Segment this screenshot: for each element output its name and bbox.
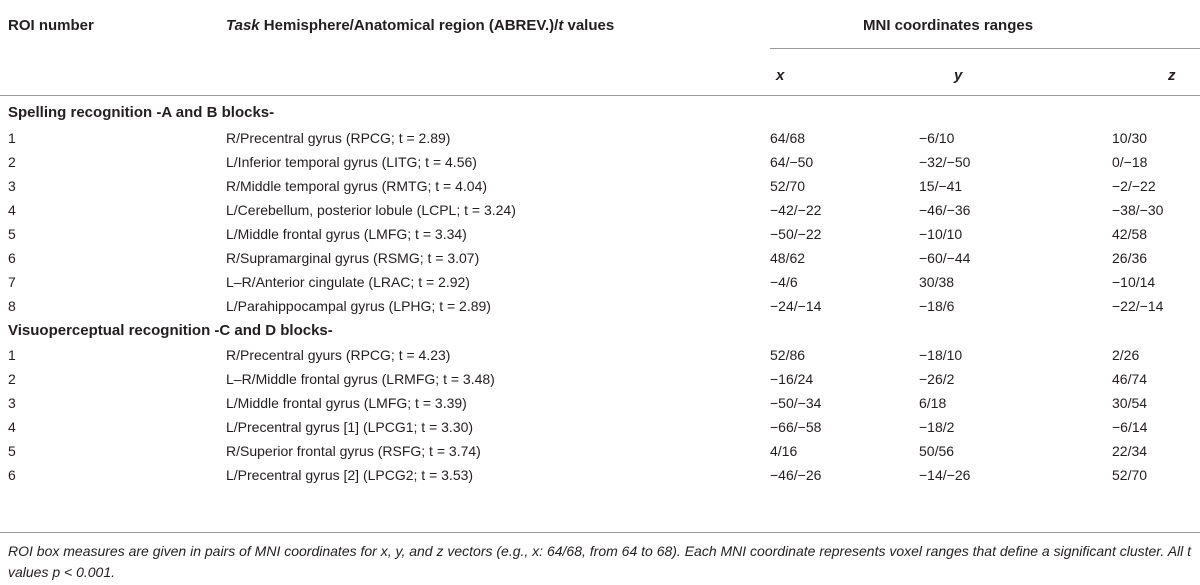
cell-roi-number: 2 xyxy=(8,371,16,387)
cell-z: 42/58 xyxy=(1112,226,1148,242)
cell-y: −14/−26 xyxy=(919,467,971,483)
header-region-label: Hemisphere/Anatomical region (ABREV.)/ xyxy=(259,17,559,34)
cell-z: 10/30 xyxy=(1112,130,1148,146)
cell-roi-number: 6 xyxy=(8,250,16,266)
cell-region: L/Precentral gyrus [1] (LPCG1; t = 3.30) xyxy=(226,419,474,435)
cell-x: −16/24 xyxy=(770,371,814,387)
section-title: Spelling recognition -A and B blocks- xyxy=(8,104,275,121)
header-region xyxy=(226,17,614,35)
cell-x: −50/−34 xyxy=(770,395,822,411)
cell-region: L/Inferior temporal gyrus (LITG; t = 4.56) xyxy=(226,154,477,170)
cell-z: 30/54 xyxy=(1112,395,1148,411)
header-mni-rule xyxy=(770,48,1200,49)
table-row xyxy=(0,391,1200,415)
header-roi-number: ROI number xyxy=(8,17,94,34)
cell-roi-number: 3 xyxy=(8,395,16,411)
cell-z: −10/14 xyxy=(1112,274,1156,290)
table-row xyxy=(0,126,1200,150)
table-row xyxy=(0,343,1200,367)
header-bottom-rule xyxy=(0,95,1200,96)
cell-roi-number: 5 xyxy=(8,443,16,459)
cell-x: 64/−50 xyxy=(770,154,814,170)
cell-y: 50/56 xyxy=(919,443,955,459)
table-row xyxy=(0,246,1200,270)
cell-y: −32/−50 xyxy=(919,154,971,170)
cell-region: R/Supramarginal gyrus (RSMG; t = 3.07) xyxy=(226,250,480,266)
cell-roi-number: 5 xyxy=(8,226,16,242)
table-row xyxy=(0,367,1200,391)
cell-region: L/Middle frontal gyrus (LMFG; t = 3.39) xyxy=(226,395,467,411)
header-mni-ranges: MNI coordinates ranges xyxy=(863,17,1034,34)
cell-region: R/Precentral gyurs (RPCG; t = 4.23) xyxy=(226,347,451,363)
cell-region: L/Parahippocampal gyrus (LPHG; t = 2.89) xyxy=(226,298,491,314)
cell-y: 30/38 xyxy=(919,274,955,290)
cell-x: 52/70 xyxy=(770,178,806,194)
cell-y: −18/6 xyxy=(919,298,955,314)
header-z: z xyxy=(1168,67,1176,84)
section-title: Visuoperceptual recognition -C and D blocks- xyxy=(8,322,333,339)
cell-roi-number: 7 xyxy=(8,274,16,290)
table-row xyxy=(0,150,1200,174)
cell-z: −22/−14 xyxy=(1112,298,1164,314)
table-row xyxy=(0,415,1200,439)
cell-x: −66/−58 xyxy=(770,419,822,435)
cell-z: −6/14 xyxy=(1112,419,1148,435)
cell-region: R/Superior frontal gyrus (RSFG; t = 3.74) xyxy=(226,443,481,459)
cell-y: −6/10 xyxy=(919,130,955,146)
cell-roi-number: 8 xyxy=(8,298,16,314)
cell-x: 64/68 xyxy=(770,130,806,146)
header-y: y xyxy=(954,67,963,84)
table-row xyxy=(0,463,1200,487)
cell-z: 2/26 xyxy=(1112,347,1140,363)
cell-z: 52/70 xyxy=(1112,467,1148,483)
cell-x: 4/16 xyxy=(770,443,798,459)
table-row xyxy=(0,222,1200,246)
cell-z: 46/74 xyxy=(1112,371,1148,387)
cell-y: −60/−44 xyxy=(919,250,971,266)
table-row xyxy=(0,439,1200,463)
header-values-label: values xyxy=(563,17,615,34)
cell-z: 26/36 xyxy=(1112,250,1148,266)
cell-x: −4/6 xyxy=(770,274,798,290)
table-row xyxy=(0,270,1200,294)
cell-y: −46/−36 xyxy=(919,202,971,218)
cell-z: −2/−22 xyxy=(1112,178,1156,194)
cell-x: −42/−22 xyxy=(770,202,822,218)
cell-roi-number: 2 xyxy=(8,154,16,170)
cell-z: 0/−18 xyxy=(1112,154,1148,170)
cell-y: 15/−41 xyxy=(919,178,963,194)
cell-z: 22/34 xyxy=(1112,443,1148,459)
cell-region: R/Middle temporal gyrus (RMTG; t = 4.04) xyxy=(226,178,488,194)
table-footnote: ROI box measures are given in pairs of MNI coordinates for x, y, and z vectors (e.g., x: 64/68, from 64 to 68). Each MNI coordinate represents voxel ranges that define a significant cluster. All t values p < 0.001. xyxy=(8,543,1192,580)
header-t-label: t xyxy=(558,17,564,34)
cell-x: −46/−26 xyxy=(770,467,822,483)
cell-region: L/Precentral gyrus [2] (LPCG2; t = 3.53) xyxy=(226,467,474,483)
header-task-label: Task xyxy=(226,17,260,34)
cell-y: −18/10 xyxy=(919,347,963,363)
cell-region: L/Middle frontal gyrus (LMFG; t = 3.34) xyxy=(226,226,467,242)
table-row xyxy=(0,174,1200,198)
header-x: x xyxy=(776,67,785,84)
cell-y: 6/18 xyxy=(919,395,947,411)
cell-roi-number: 3 xyxy=(8,178,16,194)
cell-region: L–R/Anterior cingulate (LRAC; t = 2.92) xyxy=(226,274,470,290)
cell-region: R/Precentral gyrus (RPCG; t = 2.89) xyxy=(226,130,451,146)
cell-x: −24/−14 xyxy=(770,298,822,314)
cell-x: 52/86 xyxy=(770,347,806,363)
cell-region: L–R/Middle frontal gyrus (LRMFG; t = 3.48) xyxy=(226,371,495,387)
cell-x: −50/−22 xyxy=(770,226,822,242)
cell-z: −38/−30 xyxy=(1112,202,1164,218)
cell-roi-number: 4 xyxy=(8,202,16,218)
cell-roi-number: 1 xyxy=(8,347,16,363)
cell-roi-number: 1 xyxy=(8,130,16,146)
cell-x: 48/62 xyxy=(770,250,806,266)
cell-roi-number: 4 xyxy=(8,419,16,435)
cell-y: −26/2 xyxy=(919,371,955,387)
cell-y: −10/10 xyxy=(919,226,963,242)
cell-y: −18/2 xyxy=(919,419,955,435)
table-row xyxy=(0,294,1200,318)
table-bottom-rule xyxy=(0,532,1200,533)
cell-roi-number: 6 xyxy=(8,467,16,483)
cell-region: L/Cerebellum, posterior lobule (LCPL; t = 3.24) xyxy=(226,202,516,218)
table-row xyxy=(0,198,1200,222)
